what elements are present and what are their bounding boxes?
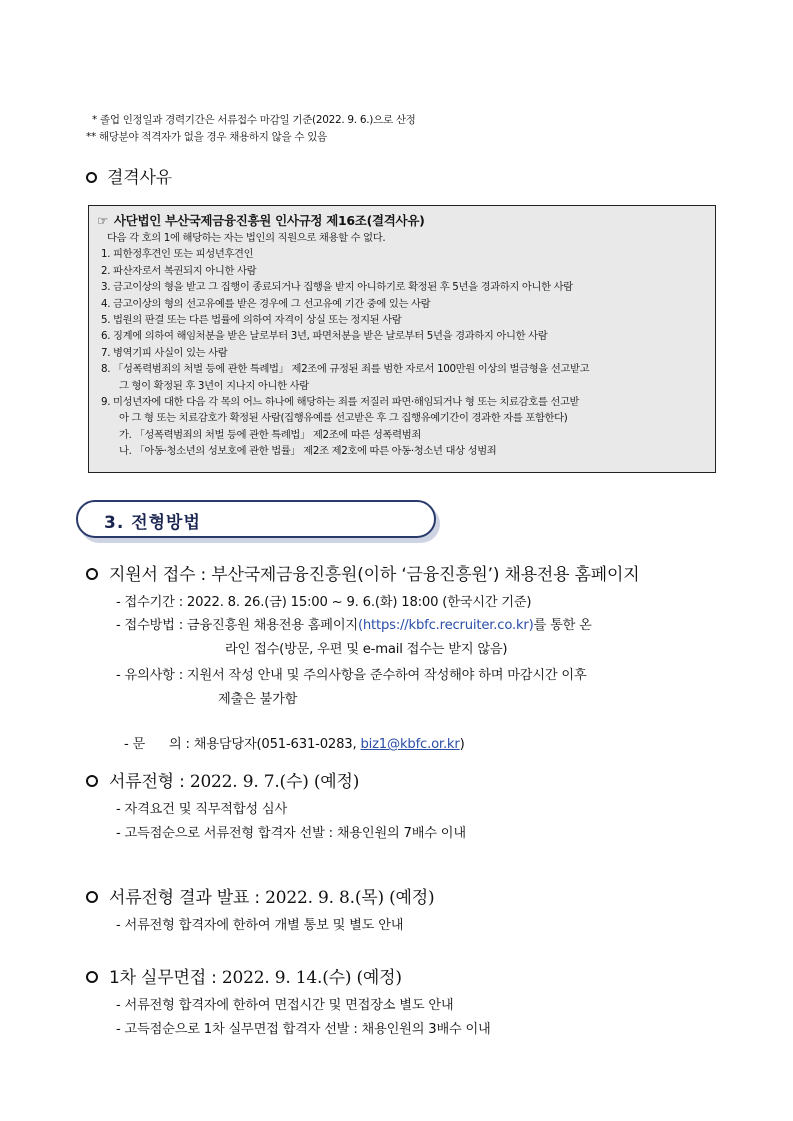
box-line: 9. 미성년자에 대한 다음 각 목의 어느 하나에 해당하는 죄를 저질러 파면·해임되거나 형 또는 치료감호를 선고받 xyxy=(101,396,580,409)
box-line: 5. 법원의 판결 또는 다른 법률에 의하여 자격이 상실 또는 정지된 사람 xyxy=(101,314,402,327)
circle-bullet-icon xyxy=(86,172,97,183)
document-screening-item: - 자격요건 및 직무적합성 심사 xyxy=(116,802,287,817)
box-line: 2. 파산자로서 복권되지 아니한 사람 xyxy=(101,264,257,277)
interview1-item: - 서류전형 합격자에 한하여 면접시간 및 면접장소 별도 안내 xyxy=(116,998,454,1013)
box-line: 가. 「성폭력범죄의 처벌 등에 관한 특례법」 제2조에 따른 성폭력범죄 xyxy=(119,428,421,441)
box-title: ☞ 사단법인 부산국제금융진흥원 인사규정 제16조(결격사유) xyxy=(97,213,425,228)
document-result-item: - 서류전형 합격자에 한하여 개별 통보 및 별도 안내 xyxy=(116,918,404,933)
application-caution: - 유의사항 : 지원서 작성 안내 및 주의사항을 준수하여 작성해야 하며 마감시간 이후 xyxy=(116,668,587,683)
application-caution-line2: 제출은 불가함 xyxy=(218,692,298,707)
document-screening-item: - 고득점순으로 서류전형 합격자 선발 : 채용인원의 7배수 이내 xyxy=(116,826,466,841)
box-line: 1. 피한정후견인 또는 피성년후견인 xyxy=(101,248,254,261)
disqualification-box xyxy=(88,205,716,473)
recruit-site-link[interactable]: (https://kbfc.recruiter.co.kr) xyxy=(357,618,534,633)
box-line: 6. 징계에 의하여 해임처분을 받은 날로부터 3년, 파면처분을 받은 날로부터 5년을 경과하지 아니한 사람 xyxy=(101,330,548,343)
application-heading: 지원서 접수 : 부산국제금융진흥원(이하 ‘금융진흥원’) 채용전용 홈페이지 xyxy=(86,564,639,586)
application-method: - 접수방법 : 금융진흥원 채용전용 홈페이지(https://kbfc.recruiter.co.kr)를 통한 온 xyxy=(116,618,592,633)
circle-bullet-icon xyxy=(86,568,98,580)
box-line: 그 형이 확정된 후 3년이 지나지 아니한 사람 xyxy=(119,379,309,392)
box-line: 나. 「아동·청소년의 성보호에 관한 법률」 제2조 제2호에 따른 아동·청소년 대상 성범죄 xyxy=(119,445,497,458)
section-title: 3. 전형방법 xyxy=(104,513,201,533)
circle-bullet-icon xyxy=(86,775,98,787)
pointing-hand-icon: ☞ xyxy=(97,213,108,228)
box-line: 다음 각 호의 1에 해당하는 자는 법인의 직원으로 채용할 수 없다. xyxy=(107,232,386,244)
document-result-heading: 서류전형 결과 발표 : 2022. 9. 8.(목) (예정) xyxy=(86,887,434,909)
interview1-item: - 고득점순으로 1차 실무면접 합격자 선발 : 채용인원의 3배수 이내 xyxy=(116,1022,491,1037)
box-line: 4. 금고이상의 형의 선고유예를 받은 경우에 그 선고유예 기간 중에 있는 사람 xyxy=(101,297,431,310)
note-2: ** 해당분야 적격자가 없을 경우 채용하지 않을 수 있음 xyxy=(86,131,327,143)
box-line: 8. 「성폭력범죄의 처벌 등에 관한 특례법」 제2조에 규정된 죄를 범한 자로서 100만원 이상의 벌금형을 선고받고 xyxy=(101,363,590,376)
disqualification-heading: 결격사유 xyxy=(86,167,172,189)
application-method-line2: 라인 접수(방문, 우편 및 e-mail 접수는 받지 않음) xyxy=(225,642,508,657)
application-contact: - 문 의 : 채용담당자(051-631-0283, biz1@kbfc.or.kr) xyxy=(123,737,465,752)
circle-bullet-icon xyxy=(86,971,98,983)
box-line: 7. 병역기피 사실이 있는 사람 xyxy=(101,346,228,359)
interview1-heading: 1차 실무면접 : 2022. 9. 14.(수) (예정) xyxy=(86,967,402,989)
application-period: - 접수기간 : 2022. 8. 26.(금) 15:00 ~ 9. 6.(화) 18:00 (한국시간 기준) xyxy=(116,595,532,610)
box-line: 3. 금고이상의 형을 받고 그 집행이 종료되거나 집행을 받지 아니하기로 확정된 후 5년을 경과하지 아니한 사람 xyxy=(101,281,573,294)
contact-email-link[interactable]: biz1@kbfc.or.kr xyxy=(360,737,460,752)
note-1: * 졸업 인정일과 경력기간은 서류접수 마감일 기준(2022. 9. 6.)으로 산정 xyxy=(92,114,416,126)
circle-bullet-icon xyxy=(86,891,98,903)
box-line: 아 그 형 또는 치료감호가 확정된 사람(집행유예를 선고받은 후 그 집행유예기간이 경과한 자를 포함한다) xyxy=(119,412,568,425)
document-screening-heading: 서류전형 : 2022. 9. 7.(수) (예정) xyxy=(86,771,359,793)
section-title-pill xyxy=(76,500,436,538)
